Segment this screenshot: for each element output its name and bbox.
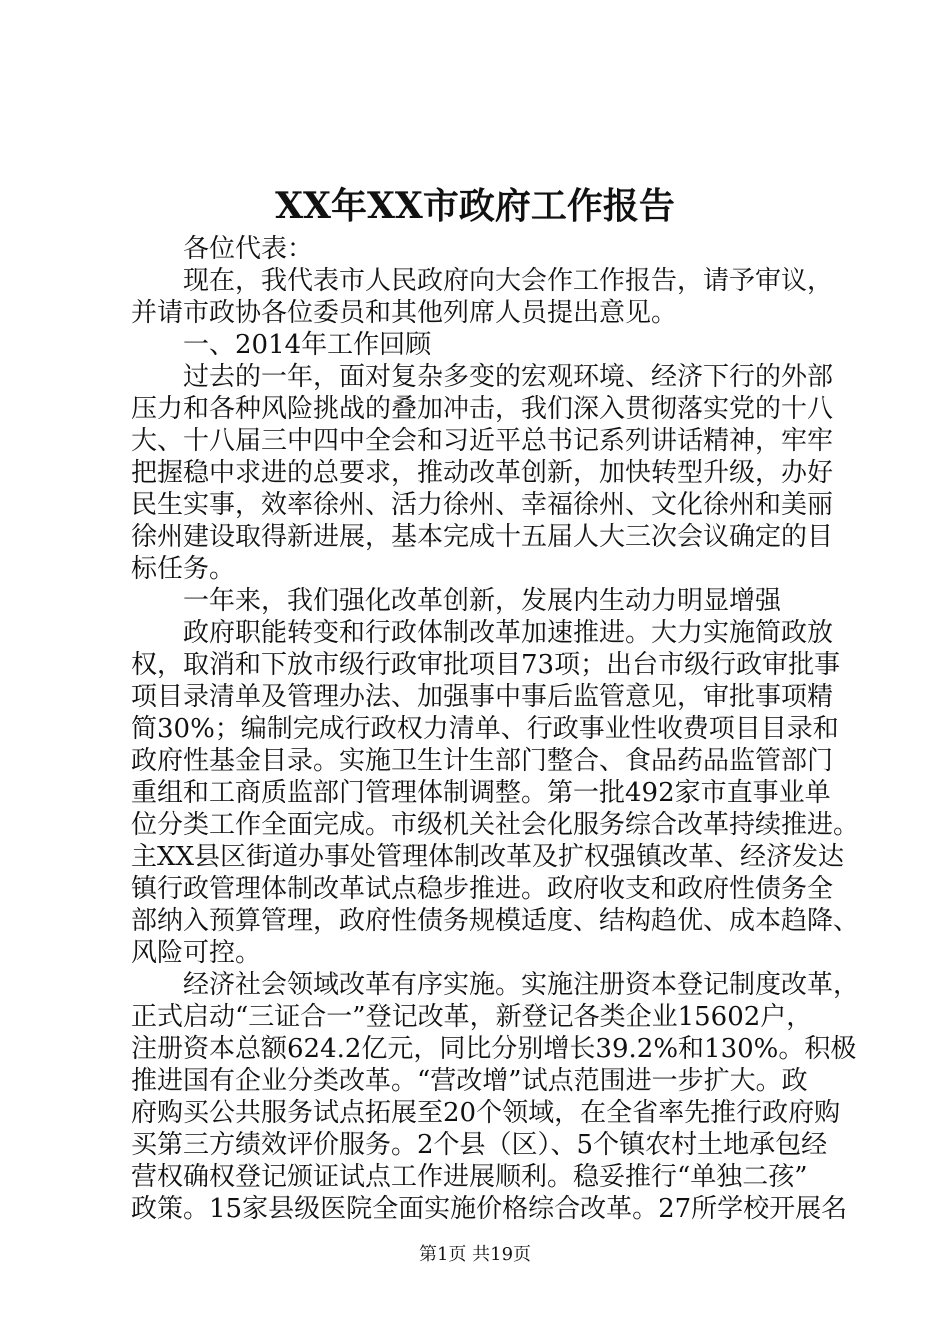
text-line: 简30%；编制完成行政权力清单、行政事业性收费项目目录和 xyxy=(131,714,839,744)
text-line: 营权确权登记颁证试点工作进展顺利。稳妥推行“单独二孩” xyxy=(131,1162,808,1192)
text-line: 风险可控。 xyxy=(131,938,262,968)
page-title: XX年XX市政府工作报告 xyxy=(275,185,675,227)
text-line: 一、2014年工作回顾 xyxy=(183,330,432,360)
text-line: 部纳入预算管理，政府性债务规模适度、结构趋优、成本趋降、 xyxy=(131,906,860,936)
text-line: 买第三方绩效评价服务。2个县（区）、5个镇农村土地承包经 xyxy=(131,1130,828,1160)
text-line: 民生实事，效率徐州、活力徐州、幸福徐州、文化徐州和美丽 xyxy=(131,490,834,520)
text-line: 并请市政协各位委员和其他列席人员提出意见。 xyxy=(131,298,678,328)
text-line: 政策。15家县级医院全面实施价格综合改革。27所学校开展名 xyxy=(131,1194,848,1224)
document-body xyxy=(131,233,860,1225)
text-line: 注册资本总额624.2亿元，同比分别增长39.2%和130%。积极 xyxy=(131,1034,857,1064)
text-line: 一年来，我们强化改革创新，发展内生动力明显增强 xyxy=(183,586,782,616)
text-line: 政府性基金目录。实施卫生计生部门整合、食品药品监管部门 xyxy=(131,746,834,776)
text-line: 经济社会领域改革有序实施。实施注册资本登记制度改革， xyxy=(183,970,860,1000)
text-line: 各位代表： xyxy=(183,234,314,264)
text-line: 权，取消和下放市级行政审批项目73项；出台市级行政审批事 xyxy=(131,650,841,680)
text-line: 过去的一年，面对复杂多变的宏观环境、经济下行的外部 xyxy=(183,362,834,392)
text-line: 镇行政管理体制改革试点稳步推进。政府收支和政府性债务全 xyxy=(131,874,834,904)
text-line: 政府职能转变和行政体制改革加速推进。大力实施简政放 xyxy=(183,618,834,648)
text-line: 压力和各种风险挑战的叠加冲击，我们深入贯彻落实党的十八 xyxy=(131,394,834,424)
text-line: 正式启动“三证合一”登记改革，新登记各类企业15602户， xyxy=(131,1002,813,1032)
text-line: 重组和工商质监部门管理体制调整。第一批492家市直事业单 xyxy=(131,778,831,808)
text-line: 标任务。 xyxy=(131,554,236,584)
text-line: 推进国有企业分类改革。“营改增”试点范围进一步扩大。政 xyxy=(131,1066,808,1096)
text-line: 大、十八届三中四中全会和习近平总书记系列讲话精神，牢牢 xyxy=(131,426,834,456)
text-line: 现在，我代表市人民政府向大会作工作报告，请予审议， xyxy=(183,266,834,296)
text-line: 府购买公共服务试点拓展至20个领域，在全省率先推行政府购 xyxy=(131,1098,841,1128)
text-line: 主XX县区街道办事处管理体制改革及扩权强镇改革、经济发达 xyxy=(131,842,845,872)
page-footer: 第1页 共19页 xyxy=(418,1244,532,1265)
text-line: 徐州建设取得新进展，基本完成十五届人大三次会议确定的目 xyxy=(131,522,834,552)
text-line: 把握稳中求进的总要求，推动改革创新，加快转型升级，办好 xyxy=(131,458,834,488)
text-line: 项目录清单及管理办法、加强事中事后监管意见，审批事项精 xyxy=(131,682,834,712)
text-line: 位分类工作全面完成。市级机关社会化服务综合改革持续推进。 xyxy=(131,810,860,840)
